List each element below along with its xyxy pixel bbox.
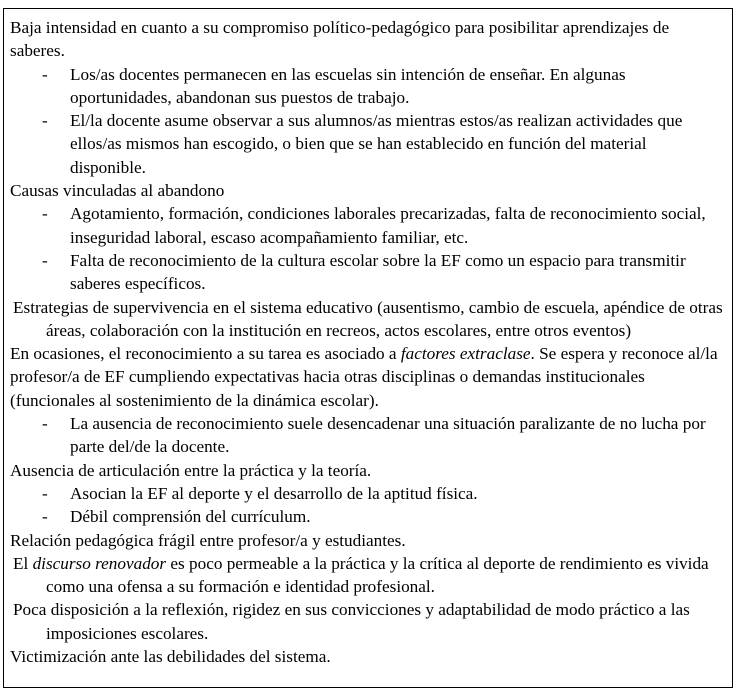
- paragraph-estrategias: Estrategias de supervivencia en el sistema educativo (ausentismo, cambio de escuela, apéndice de otras áreas, colaboración con la institución en recreos, actos escolares, entre otros eventos): [13, 297, 723, 340]
- text-run: El: [13, 553, 33, 573]
- bullet-text: Débil comprensión del currículum.: [70, 507, 311, 527]
- bullet-item: [10, 202, 726, 249]
- dash-marker: -: [42, 414, 48, 434]
- text-run: es poco permeable a la práctica y la crítica al deporte de rendimiento es vivida como una ofensa a su formación e identidad profesional.: [46, 553, 709, 597]
- dash-marker: -: [42, 250, 48, 270]
- bullet-text: Agotamiento, formación, condiciones laborales precarizadas, falta de reconocimiento social, inseguridad laboral, escaso acompañamiento familiar, etc.: [70, 204, 706, 247]
- paragraph-ausencia-articulacion: Ausencia de articulación entre la práctica y la teoría.: [10, 460, 372, 480]
- dash-marker: -: [42, 204, 48, 224]
- text-run: En ocasiones, el reconocimiento a su tarea es asociado a: [10, 344, 401, 364]
- italic-run: factores extraclase: [400, 344, 531, 364]
- bullet-item: [10, 482, 726, 505]
- paragraph-reconocimiento: [10, 342, 726, 412]
- dash-marker: -: [42, 507, 48, 527]
- paragraph-discurso: [10, 552, 726, 599]
- paragraph-poca-disposicion: Poca disposición a la reflexión, rigidez en sus convicciones y adaptabilidad de modo práctico a las imposiciones escolares.: [13, 600, 690, 643]
- document-body: [10, 16, 726, 668]
- bullet-text: Los/as docentes permanecen en las escuelas sin intención de enseñar. En algunas oportunidades, abandonan sus puestos de trabajo.: [70, 64, 626, 107]
- paragraph-relacion: Relación pedagógica frágil entre profesor/a y estudiantes.: [10, 530, 406, 550]
- bullet-item: [10, 412, 726, 459]
- bullet-text: El/la docente asume observar a sus alumnos/as mientras estos/as realizan actividades que ellos/as mismos han escogido, o bien que se han establecido en función del material disponible.: [70, 111, 683, 177]
- paragraph-causas: Causas vinculadas al abandono: [10, 181, 225, 201]
- bullet-item: [10, 505, 726, 528]
- paragraph-victimizacion: Victimización ante las debilidades del sistema.: [10, 647, 331, 667]
- bullet-text: Asocian la EF al deporte y el desarrollo de la aptitud física.: [70, 483, 478, 503]
- italic-run: discurso renovador: [32, 553, 167, 573]
- bullet-item: [10, 63, 726, 110]
- dash-marker: -: [42, 111, 48, 131]
- bullet-text: La ausencia de reconocimiento suele desencadenar una situación paralizante de no lucha por parte del/de la docente.: [70, 414, 706, 457]
- text-run: . Se espera y reconoce al/la profesor/a de EF cumpliendo expectativas hacia otras disciplinas o demandas institucionales (funcionales al sostenimiento de la dinámica escolar).: [10, 344, 718, 410]
- bullet-item: [10, 249, 726, 296]
- dash-marker: -: [42, 483, 48, 503]
- dash-marker: -: [42, 64, 48, 84]
- bullet-text: Falta de reconocimiento de la cultura escolar sobre la EF como un espacio para transmitir saberes específicos.: [70, 250, 686, 294]
- bullet-item: [10, 109, 726, 179]
- paragraph-baja-intensidad: Baja intensidad en cuanto a su compromiso político-pedagógico para posibilitar aprendizajes de saberes.: [10, 18, 670, 61]
